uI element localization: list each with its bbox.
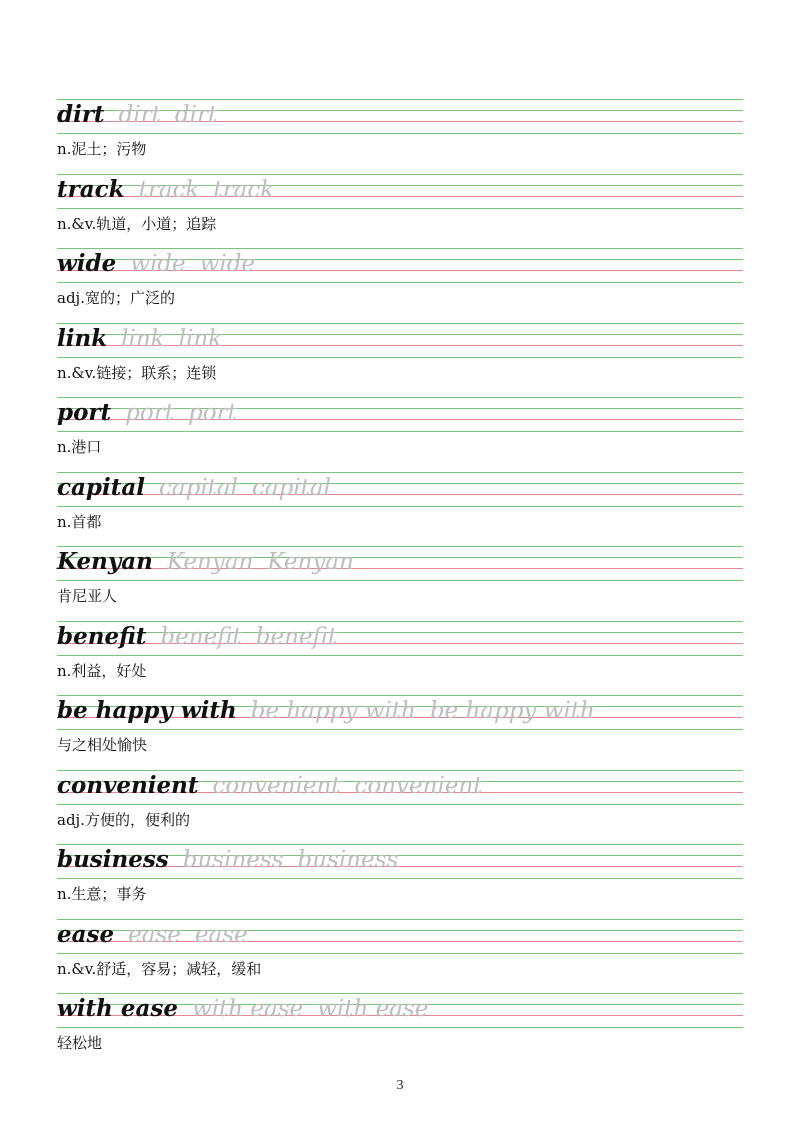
guide-line-green: [57, 133, 743, 134]
guide-line-green: [57, 431, 743, 432]
word-meaning: n.泥土；污物: [57, 140, 147, 158]
vocab-entry: [0, 99, 800, 173]
word-meaning: 与之相处愉快: [57, 736, 148, 754]
vocab-entry: [0, 919, 800, 993]
word-meaning: n.生意；事务: [57, 885, 147, 903]
vocab-entry: [0, 844, 800, 918]
trace-word: Kenyan: [166, 549, 254, 575]
word-row: [57, 175, 274, 205]
word-row: [57, 994, 428, 1024]
guide-line-green: [57, 878, 743, 879]
trace-word: benefit: [255, 624, 338, 650]
guide-line-green: [57, 729, 743, 730]
vocab-entry: [0, 993, 800, 1067]
word-row: [57, 920, 248, 950]
word-row: [57, 696, 595, 726]
vocab-word: port: [57, 399, 112, 426]
vocab-entry: [0, 770, 800, 844]
trace-word: link: [121, 326, 165, 352]
trace-word: link: [178, 326, 223, 352]
word-meaning: n.&v.舒适，容易；减轻，缓和: [57, 960, 262, 978]
vocab-word: dirt: [57, 101, 105, 128]
trace-word: wide: [130, 251, 186, 277]
word-row: [57, 622, 337, 652]
guide-line-green: [57, 580, 743, 581]
vocab-word: benefit: [57, 623, 147, 650]
trace-word: capital: [251, 475, 331, 501]
trace-word: benefit: [160, 624, 242, 650]
guide-line-green: [57, 804, 743, 805]
trace-word: business: [182, 847, 284, 873]
trace-word: convenient: [354, 773, 483, 799]
vocab-word: track: [57, 176, 125, 203]
trace-word: with ease: [192, 996, 304, 1022]
trace-word: wide: [199, 251, 256, 277]
word-meaning: n.&v.轨道，小道；追踪: [57, 215, 217, 233]
word-meaning: adj.宽的；广泛的: [57, 289, 175, 307]
vocab-word: link: [57, 325, 108, 352]
vocab-entry: [0, 323, 800, 397]
trace-word: track: [138, 177, 200, 203]
vocab-entry: [0, 621, 800, 695]
guide-line-green: [57, 953, 743, 954]
word-row: [57, 845, 398, 875]
trace-word: port: [187, 400, 237, 426]
trace-word: track: [213, 177, 275, 203]
word-row: [57, 473, 331, 503]
guide-line-green: [57, 1027, 743, 1028]
trace-word: ease: [194, 922, 248, 948]
vocab-entry: [0, 546, 800, 620]
guide-line-green: [57, 357, 743, 358]
vocab-entry: [0, 695, 800, 769]
word-row: [57, 771, 482, 801]
word-meaning: n.首都: [57, 513, 102, 531]
trace-word: capital: [159, 475, 238, 501]
vocab-entry: [0, 248, 800, 322]
word-row: [57, 324, 222, 354]
word-meaning: n.利益，好处: [57, 662, 147, 680]
trace-word: port: [125, 400, 174, 426]
word-row: [57, 249, 255, 279]
word-meaning: 轻松地: [57, 1034, 103, 1052]
word-row: [57, 398, 237, 428]
vocab-word: convenient: [57, 772, 199, 799]
trace-word: be happy with: [250, 698, 416, 724]
word-meaning: n.港口: [57, 438, 102, 456]
trace-word: Kenyan: [267, 549, 354, 575]
guide-line-green: [57, 506, 743, 507]
trace-word: ease: [128, 922, 181, 948]
trace-word: be happy with: [429, 698, 595, 724]
word-meaning: n.&v.链接；联系；连锁: [57, 364, 217, 382]
vocab-entry: [0, 397, 800, 471]
trace-word: with ease: [317, 996, 429, 1022]
guide-line-green: [57, 655, 743, 656]
vocab-word: with ease: [57, 995, 179, 1022]
word-meaning: adj.方便的，便利的: [57, 811, 190, 829]
trace-word: dirt: [174, 102, 218, 128]
vocab-word: be happy with: [57, 697, 237, 724]
vocab-word: ease: [57, 921, 115, 948]
word-row: [57, 100, 217, 130]
word-meaning: 肯尼亚人: [57, 587, 118, 605]
vocab-word: business: [57, 846, 169, 873]
vocab-word: Kenyan: [57, 548, 153, 575]
page-number: 3: [396, 1078, 404, 1093]
word-row: [57, 547, 354, 577]
guide-line-green: [57, 282, 743, 283]
guide-line-green: [57, 208, 743, 209]
vocab-entry: [0, 472, 800, 546]
trace-word: business: [297, 847, 399, 873]
vocab-word: wide: [57, 250, 117, 277]
trace-word: dirt: [118, 102, 161, 128]
vocab-word: capital: [57, 474, 145, 501]
vocab-entry: [0, 174, 800, 248]
trace-word: convenient: [212, 773, 341, 799]
